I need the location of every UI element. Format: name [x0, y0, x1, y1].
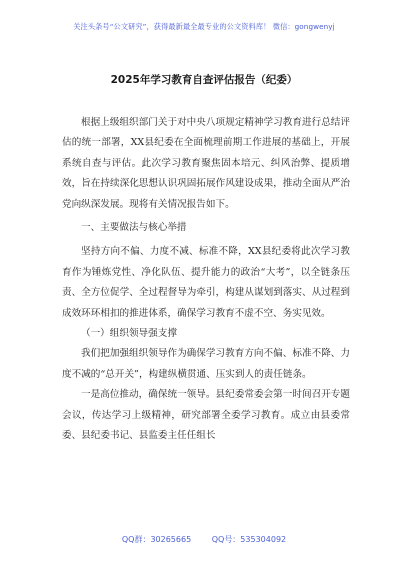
section-paragraph: 坚持方向不偏、力度不减、标准不降，XX县纪委将此次学习教育作为锤炼党性、净化队伍、提升能力的政治“大考”，以全链条压责、全方位促学、全过程督导为牵引，构建从谋划到落实、从过程到成效环环相扣的推进体系，确保学习教育不虚不空、务实见效。 [62, 246, 350, 319]
intro-paragraph: 根据上级组织部门关于对中央八项规定精神学习教育进行总结评估的统一部署，XX县纪委在全面梳理前期工作进展的基础上，开展系统自查与评估。此次学习教育聚焦固本培元、纠风治弊、提质增效，旨在持续深化思想认识巩固拓展作风建设成果，推动全面从严治党向纵深发展。现将有关情况报告如下。 [62, 117, 350, 210]
document-title: 2025年学习教育自查评估报告（纪委） [110, 74, 298, 86]
subsection-heading: （一）组织领导强支撑 [81, 328, 177, 340]
promo-banner: 关注头条号“公文研究”，获得最新最全最专业的公文资料库！ 微信：gongwenyj [73, 22, 335, 31]
section-heading: 一、主要做法与核心举措 [81, 222, 187, 234]
document-body [62, 113, 350, 447]
point-one-paragraph: 一是高位推动，确保统一领导。县纪委常委会第一时间召开专题会议，传达学习上级精神，研究部署全委学习教育。成立由县委常委、县纪委书记、县监委主任任组长 [62, 389, 350, 442]
qq-number-text: QQ号：535304092 [211, 535, 287, 544]
contact-footer [0, 534, 408, 545]
qq-group-text: QQ群：30265665 [121, 535, 192, 544]
subsection-paragraph: 我们把加强组织领导作为确保学习教育方向不偏、标准不降、力度不减的“总开关”，构建纵横贯通、压实到人的责任链条。 [62, 348, 350, 380]
